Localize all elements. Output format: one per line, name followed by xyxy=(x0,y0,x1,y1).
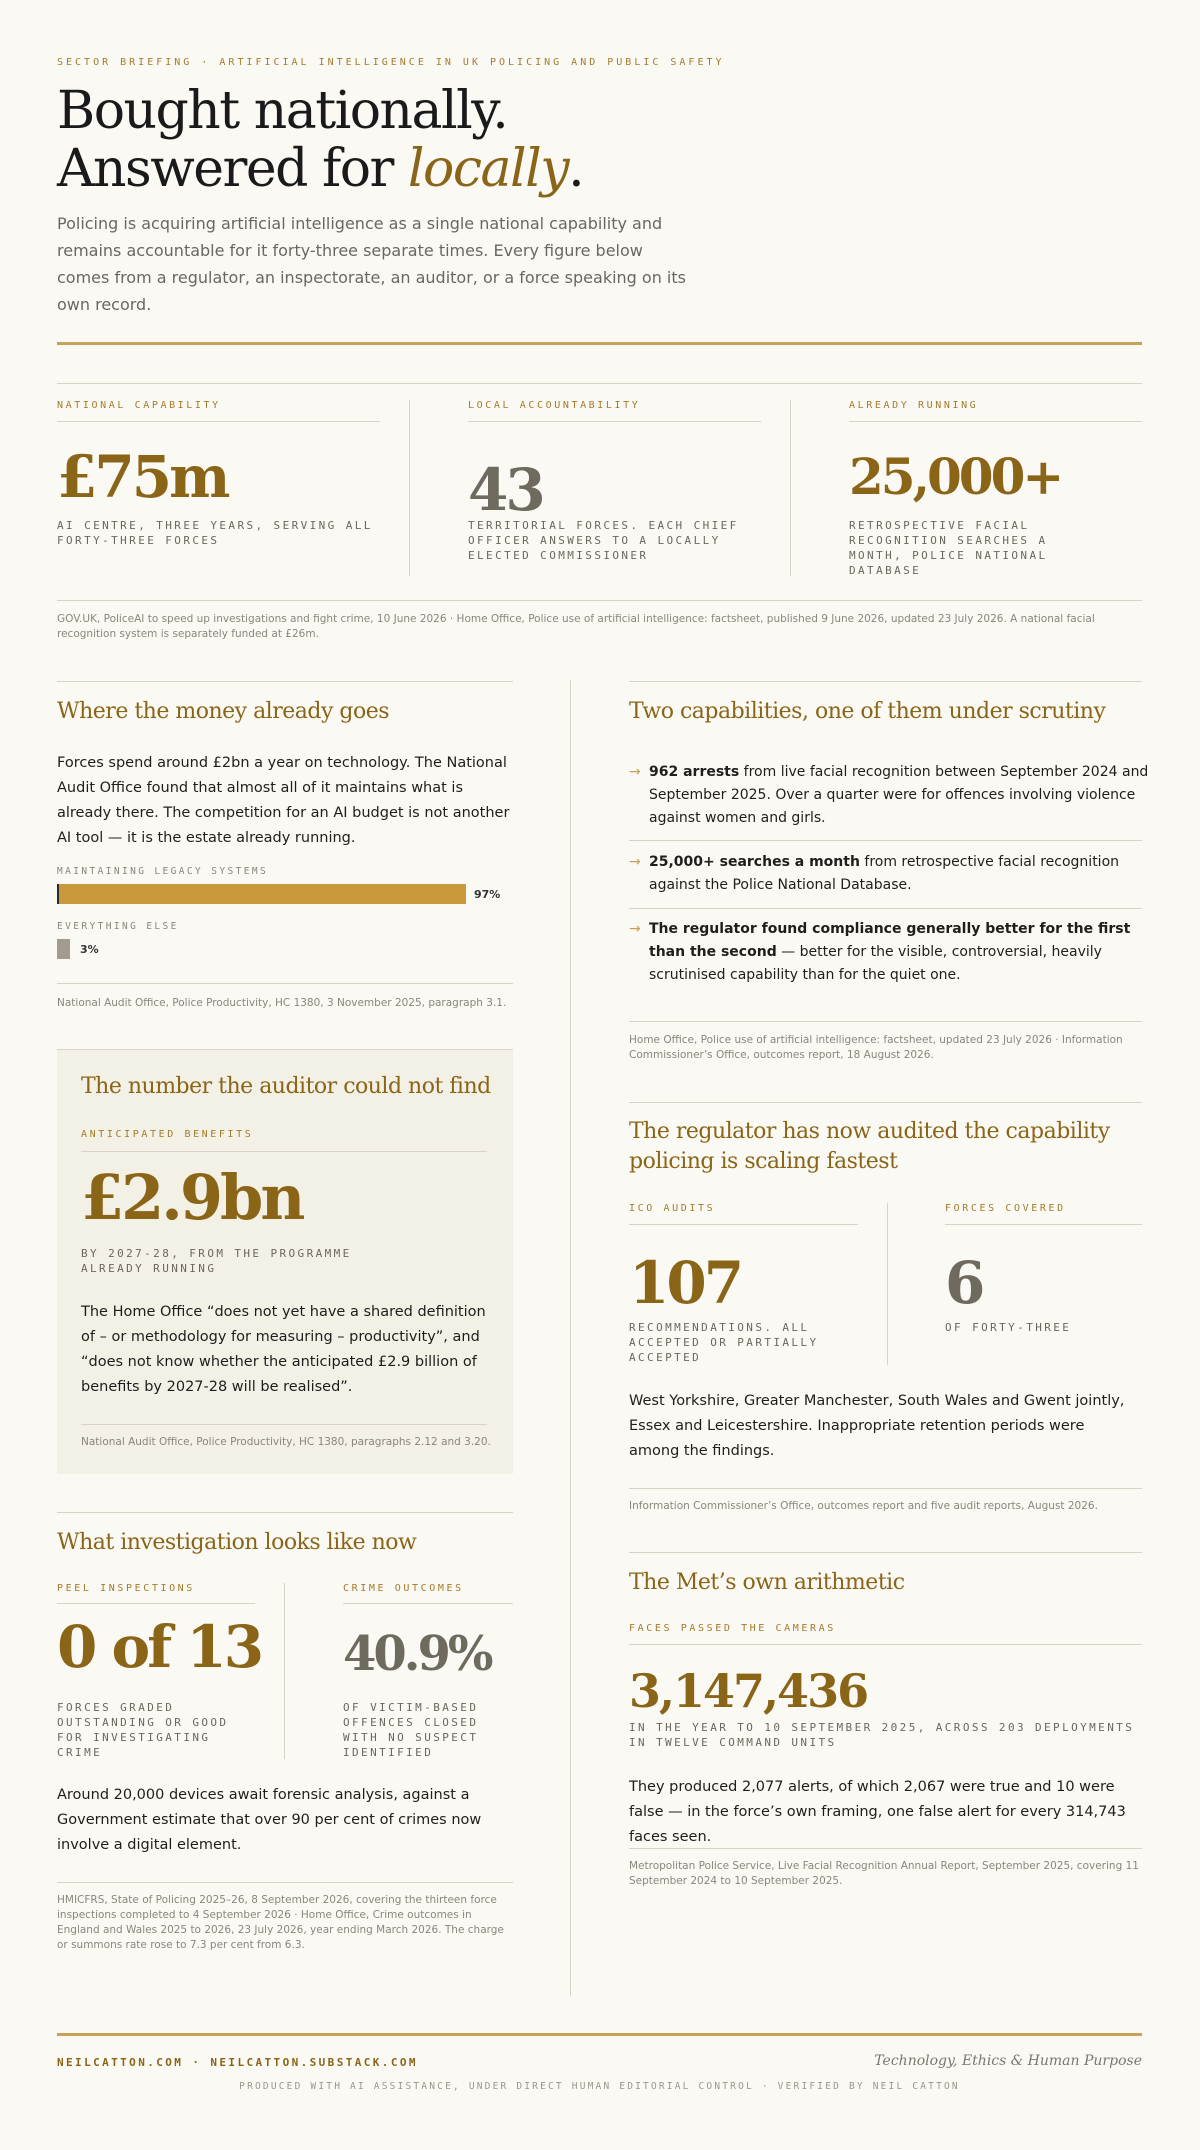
footer-links[interactable]: NEILCATTON.COM · NEILCATTON.SUBSTACK.COM xyxy=(57,2056,418,2069)
arrow-icon: → xyxy=(629,854,641,870)
title-line-1: Bought nationally. xyxy=(57,81,508,141)
met-kicker: FACES PASSED THE CAMERAS xyxy=(629,1623,836,1634)
stat-underline xyxy=(629,1644,1142,1645)
section-source: Home Office, Police use of artificial intelligence: factsheet, updated 23 July 2026 · Information Commissioner’s Office, outcomes report, 18 August 2026. xyxy=(629,1034,1123,1061)
arrow-icon: → xyxy=(629,764,641,780)
eyebrow: SECTOR BRIEFING · ARTIFICIAL INTELLIGENCE IN UK POLICING AND PUBLIC SAFETY xyxy=(57,57,725,68)
panel-source-rule xyxy=(81,1424,487,1425)
footer-tagline: Technology, Ethics & Human Purpose xyxy=(874,2053,1142,2069)
bar-value-legacy: 97% xyxy=(474,888,501,901)
section-heading: Where the money already goes xyxy=(57,699,390,724)
stats-divider xyxy=(790,400,791,576)
section-source: National Audit Office, Police Productivity, HC 1380, 3 November 2025, paragraph 3.1. xyxy=(57,997,507,1009)
section-heading: The regulator has now audited the capability policing is scaling fastest xyxy=(629,1119,1110,1174)
capability-item xyxy=(629,761,1149,830)
ico-kicker: ICO AUDITS xyxy=(629,1203,716,1214)
title-line-2-end: . xyxy=(568,139,584,199)
stats-divider xyxy=(409,400,410,576)
stat-underline xyxy=(629,1224,858,1225)
met-value: 3,147,436 xyxy=(629,1664,868,1718)
lede: Policing is acquiring artificial intelligence as a single national capability and remains accountable for it forty-three separate times. Every figure below comes from a regulator, an inspectorate, an auditor, or a force speaking on its own record. xyxy=(57,214,686,314)
section-rule xyxy=(629,681,1142,682)
stat-value: 25,000+ xyxy=(849,447,1062,506)
stats-top-rule xyxy=(57,383,1142,384)
bar-label-else: EVERYTHING ELSE xyxy=(57,921,179,932)
bar-else xyxy=(57,939,70,959)
outcomes-caption: OF VICTIM-BASED OFFENCES CLOSED WITH NO SUSPECT IDENTIFIED xyxy=(343,1701,479,1759)
panel-value: £2.9bn xyxy=(81,1161,303,1234)
stat-underline xyxy=(849,421,1142,422)
footer-note: PRODUCED WITH AI ASSISTANCE, UNDER DIRECT HUMAN EDITORIAL CONTROL · VERIFIED BY NEIL CATTON xyxy=(239,2081,960,2092)
source-rule xyxy=(629,1021,1142,1022)
footer-rule xyxy=(57,2033,1142,2036)
bar-label-legacy: MAINTAINING LEGACY SYSTEMS xyxy=(57,866,269,877)
item-text: from live facial recognition between September 2024 and September 2025. Over a quarter were for offences involving violence against women and girls. xyxy=(649,764,1149,826)
bar-legacy xyxy=(57,884,466,904)
stat-underline xyxy=(343,1603,513,1604)
section-source: Metropolitan Police Service, Live Facial Recognition Annual Report, September 2025, covering 11 September 2024 to 10 September 2025. xyxy=(629,1860,1139,1887)
ico-caption: RECOMMENDATIONS. ALL ACCEPTED OR PARTIALLY ACCEPTED xyxy=(629,1321,819,1364)
section-source: Information Commissioner’s Office, outcomes report and five audit reports, August 2026. xyxy=(629,1500,1098,1512)
source-rule xyxy=(629,1488,1142,1489)
stats-source: GOV.UK, PoliceAI to speed up investigations and fight crime, 10 June 2026 · Home Office, Police use of artificial intelligence: factsheet, published 9 June 2026, updated 23 July 2026. A national facial recognition system is separately funded at £26m. xyxy=(57,613,1095,640)
peel-caption: FORCES GRADED OUTSTANDING OR GOOD FOR INVESTIGATING CRIME xyxy=(57,1701,229,1759)
forces-caption: OF FORTY-THREE xyxy=(945,1321,1072,1334)
section-body: Around 20,000 devices await forensic analysis, against a Government estimate that over 90 per cent of crimes now involve a digital element. xyxy=(57,1787,482,1853)
stat-caption: AI CENTRE, THREE YEARS, SERVING ALL FORTY-THREE FORCES xyxy=(57,519,373,547)
stats-bottom-rule xyxy=(57,600,1142,601)
outcomes-value: 40.9% xyxy=(343,1626,491,1682)
item-text: — better for the visible, controversial, heavily scrutinised capability than for the quiet one. xyxy=(649,944,1102,983)
stat-underline xyxy=(468,421,761,422)
section-rule xyxy=(57,1512,513,1513)
peel-value: 0 of 13 xyxy=(57,1613,262,1681)
item-rule xyxy=(629,908,1142,909)
section-rule xyxy=(57,681,513,682)
stat-value: 43 xyxy=(468,456,543,524)
stat-kicker: NATIONAL CAPABILITY xyxy=(57,400,221,411)
stat-underline xyxy=(57,421,380,422)
section-body: They produced 2,077 alerts, of which 2,067 were true and 10 were false — in the force’s own framing, one false alert for every 314,743 faces seen. xyxy=(629,1779,1126,1845)
item-text: from retrospective facial recognition against the Police National Database. xyxy=(649,854,1120,893)
stat-caption: TERRITORIAL FORCES. EACH CHIEF OFFICER ANSWERS TO A LOCALLY ELECTED COMMISSIONER xyxy=(468,519,739,562)
column-divider xyxy=(570,680,571,1996)
title-line-2-start: Answered for xyxy=(57,139,408,199)
panel-caption: BY 2027-28, FROM THE PROGRAMME ALREADY RUNNING xyxy=(81,1247,352,1275)
forces-value: 6 xyxy=(945,1249,983,1317)
source-rule xyxy=(629,1848,1142,1849)
outcomes-kicker: CRIME OUTCOMES xyxy=(343,1583,464,1594)
section-rule xyxy=(629,1102,1142,1103)
item-rule xyxy=(629,840,1142,841)
panel-body: The Home Office “does not yet have a shared definition of – or methodology for measuring – productivity”, and “does not know whether the anticipated £2.9 billion of benefits by 2027-28 will be realised”. xyxy=(81,1304,486,1395)
section-rule xyxy=(629,1552,1142,1553)
peel-kicker: PEEL INSPECTIONS xyxy=(57,1583,195,1594)
panel-rule xyxy=(81,1151,487,1152)
bar-value-else: 3% xyxy=(80,943,99,956)
met-caption: IN THE YEAR TO 10 SEPTEMBER 2025, ACROSS 203 DEPLOYMENTS IN TWELVE COMMAND UNITS xyxy=(629,1721,1135,1749)
source-rule xyxy=(57,1882,513,1883)
arrow-icon: → xyxy=(629,921,641,937)
section-heading: Two capabilities, one of them under scrutiny xyxy=(629,699,1106,724)
ico-value: 107 xyxy=(629,1249,742,1317)
auditor-panel xyxy=(57,1049,513,1474)
item-bold: The regulator found compliance generally better for the first than the second xyxy=(649,921,1131,960)
section-body: Forces spend around £2bn a year on technology. The National Audit Office found that almost all of it maintains what is already there. The competition for an AI budget is not another AI tool — it is the estate already running. xyxy=(57,755,510,846)
stat-kicker: ALREADY RUNNING xyxy=(849,400,979,411)
title-emphasis: locally xyxy=(407,139,569,199)
page-title xyxy=(57,82,583,198)
stat-caption: RETROSPECTIVE FACIAL RECOGNITION SEARCHES A MONTH, POLICE NATIONAL DATABASE xyxy=(849,519,1048,577)
section-heading: What investigation looks like now xyxy=(57,1530,417,1555)
source-rule xyxy=(57,983,513,984)
stat-divider xyxy=(284,1583,285,1759)
stat-value: £75m xyxy=(57,443,228,511)
section-body: West Yorkshire, Greater Manchester, South Wales and Gwent jointly, Essex and Leicestershire. Inappropriate retention periods were among the findings. xyxy=(629,1393,1125,1459)
stat-underline xyxy=(945,1224,1142,1225)
stat-underline xyxy=(57,1603,255,1604)
header-rule xyxy=(57,342,1142,345)
stat-kicker: LOCAL ACCOUNTABILITY xyxy=(468,400,641,411)
section-source: HMICFRS, State of Policing 2025–26, 8 September 2026, covering the thirteen force inspections completed to 4 September 2026 · Home Office, Crime outcomes in England and Wales 2025 to 2026, 23 July 2026, year ending March 2026. The charge or summons rate rose to 7.3 per cent from 6.3. xyxy=(57,1894,504,1951)
item-bold: 25,000+ searches a month xyxy=(649,854,860,870)
stat-divider xyxy=(887,1203,888,1365)
panel-kicker: ANTICIPATED BENEFITS xyxy=(81,1129,254,1140)
forces-kicker: FORCES COVERED xyxy=(945,1203,1066,1214)
panel-source: National Audit Office, Police Productivity, HC 1380, paragraphs 2.12 and 3.20. xyxy=(81,1436,491,1448)
capability-item xyxy=(629,918,1149,987)
section-heading: The Met’s own arithmetic xyxy=(629,1570,905,1595)
panel-heading: The number the auditor could not find xyxy=(81,1074,491,1099)
item-bold: 962 arrests xyxy=(649,764,740,780)
capability-item xyxy=(629,851,1149,897)
